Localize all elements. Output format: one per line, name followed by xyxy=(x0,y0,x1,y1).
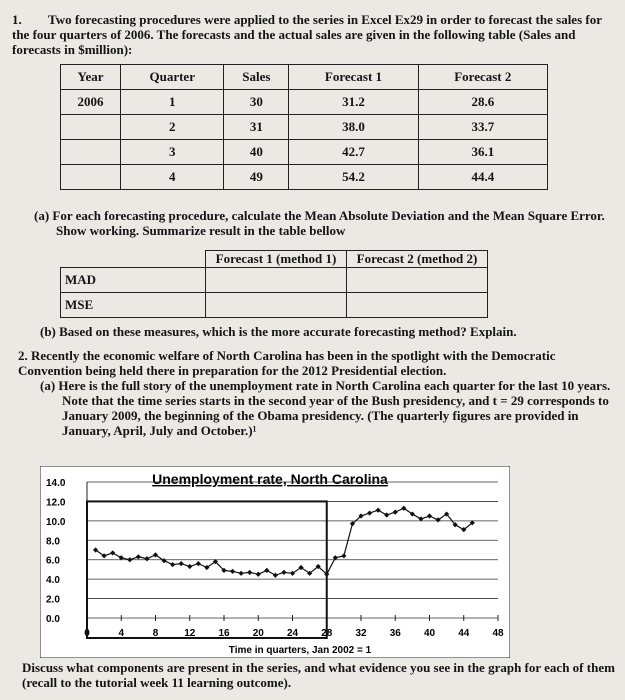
x-tick-label: 48 xyxy=(492,628,504,639)
question-1-intro xyxy=(12,12,617,57)
cell-year xyxy=(61,140,121,165)
summary-header-forecast-1: Forecast 1 (method 1) xyxy=(206,251,347,268)
x-tick-label: 24 xyxy=(286,628,299,639)
question-1a-text-2: Show working. Summarize result in the table bellow xyxy=(56,223,346,238)
cell-forecast-1: 31.2 xyxy=(289,90,418,115)
summary-header-forecast-2: Forecast 2 (method 2) xyxy=(347,251,488,268)
mad-mse-table xyxy=(60,250,488,318)
x-tick-label: 12 xyxy=(184,628,196,639)
header-year: Year xyxy=(61,65,121,90)
x-tick-label: 32 xyxy=(355,628,367,639)
x-tick-label: 36 xyxy=(389,628,401,639)
x-tick-label: 4 xyxy=(118,628,125,639)
cell-forecast-1: 54.2 xyxy=(289,165,418,190)
y-tick-label: 14.0 xyxy=(46,478,66,489)
cell-quarter: 4 xyxy=(121,165,224,190)
header-quarter: Quarter xyxy=(121,65,224,90)
chart-x-axis-label: Time in quarters, Jan 2002 = 1 xyxy=(228,645,372,656)
cell-forecast-1: 38.0 xyxy=(289,115,418,140)
cell-year xyxy=(61,165,121,190)
y-tick-label: 8.0 xyxy=(46,536,60,548)
question-2a xyxy=(40,378,620,438)
question-2a-text: Here is the full story of the unemployment rate in North Carolina each quarter for the last 10 years. xyxy=(58,378,611,393)
y-tick-label: 2.0 xyxy=(46,594,60,606)
mad-forecast-2-cell[interactable] xyxy=(347,268,488,293)
header-forecast-1: Forecast 1 xyxy=(289,65,418,90)
question-1a-label: (a) xyxy=(34,208,50,223)
summary-header-blank xyxy=(61,251,206,268)
question-1b: (b) Based on these measures, which is the more accurate forecasting method? Explain. xyxy=(40,324,517,339)
header-forecast-2: Forecast 2 xyxy=(418,65,547,90)
x-tick-label: 20 xyxy=(252,628,264,639)
mse-forecast-1-cell[interactable] xyxy=(206,293,347,318)
chart-title: Unemployment rate, North Carolina xyxy=(152,471,388,487)
table-row xyxy=(61,293,488,318)
summary-label-mse: MSE xyxy=(61,293,206,318)
table-row xyxy=(61,90,548,115)
question-1-number: 1. xyxy=(12,12,22,27)
question-1a xyxy=(34,208,619,238)
cell-sales: 49 xyxy=(224,165,289,190)
x-tick-label: 8 xyxy=(152,628,159,639)
table-row xyxy=(61,140,548,165)
x-tick-label: 44 xyxy=(458,628,470,639)
cell-forecast-1: 42.7 xyxy=(289,140,418,165)
sales-forecast-table xyxy=(60,64,548,190)
x-tick-label: 0 xyxy=(84,628,90,639)
summary-header-row xyxy=(61,251,488,268)
y-tick-label: 4.0 xyxy=(46,575,60,587)
cell-quarter: 3 xyxy=(121,140,224,165)
question-2a-text-2: Note that the time series starts in the second year of the Bush presidency, and t = 29 corresponds to January 2009, the beginning of the Obama presidency. (The quarterly figures are provided in January, April, July and October.)¹ xyxy=(62,393,609,438)
y-tick-label: 6.0 xyxy=(46,555,60,567)
table-row xyxy=(61,268,488,293)
cell-forecast-2: 28.6 xyxy=(418,90,547,115)
cell-sales: 31 xyxy=(224,115,289,140)
question-1a-text: For each forecasting procedure, calculate the Mean Absolute Deviation and the Mean Square Error. xyxy=(52,208,605,223)
sales-table-header-row xyxy=(61,65,548,90)
summary-label-mad: MAD xyxy=(61,268,206,293)
header-sales: Sales xyxy=(224,65,289,90)
cell-sales: 30 xyxy=(224,90,289,115)
x-tick-label: 16 xyxy=(218,628,230,639)
y-tick-label: 12.0 xyxy=(46,497,66,509)
unemployment-chart xyxy=(40,466,510,658)
y-tick-label: 10.0 xyxy=(46,516,66,528)
chart-frame xyxy=(40,466,510,658)
cell-forecast-2: 36.1 xyxy=(418,140,547,165)
cell-year xyxy=(61,115,121,140)
x-tick-label: 40 xyxy=(423,628,436,639)
question-1-text: Two forecasting procedures were applied to the series in Excel Ex29 in order to forecast the sales for the four quarters of 2006. The forecasts and the actual sales are given in the following table (Sales and forecasts in $million): xyxy=(12,12,602,57)
cell-sales: 40 xyxy=(224,140,289,165)
cell-forecast-2: 33.7 xyxy=(418,115,547,140)
cell-quarter: 1 xyxy=(121,90,224,115)
mad-forecast-1-cell[interactable] xyxy=(206,268,347,293)
x-tick-label: 28 xyxy=(321,628,333,639)
table-row xyxy=(61,165,548,190)
question-2a-label: (a) xyxy=(40,378,56,393)
y-tick-label: 0.0 xyxy=(46,614,60,625)
cell-forecast-2: 44.4 xyxy=(418,165,547,190)
question-2: 2. Recently the economic welfare of North Carolina has been in the spotlight with the Democratic Convention being held there in preparation for the 2012 Presidential election. xyxy=(18,348,556,378)
table-row xyxy=(61,115,548,140)
mse-forecast-2-cell[interactable] xyxy=(347,293,488,318)
cell-quarter: 2 xyxy=(121,115,224,140)
question-2-discussion: Discuss what components are present in the series, and what evidence you see in the graph for each of them (recall to the tutorial week 11 learning outcome). xyxy=(22,660,615,690)
cell-year: 2006 xyxy=(61,90,121,115)
